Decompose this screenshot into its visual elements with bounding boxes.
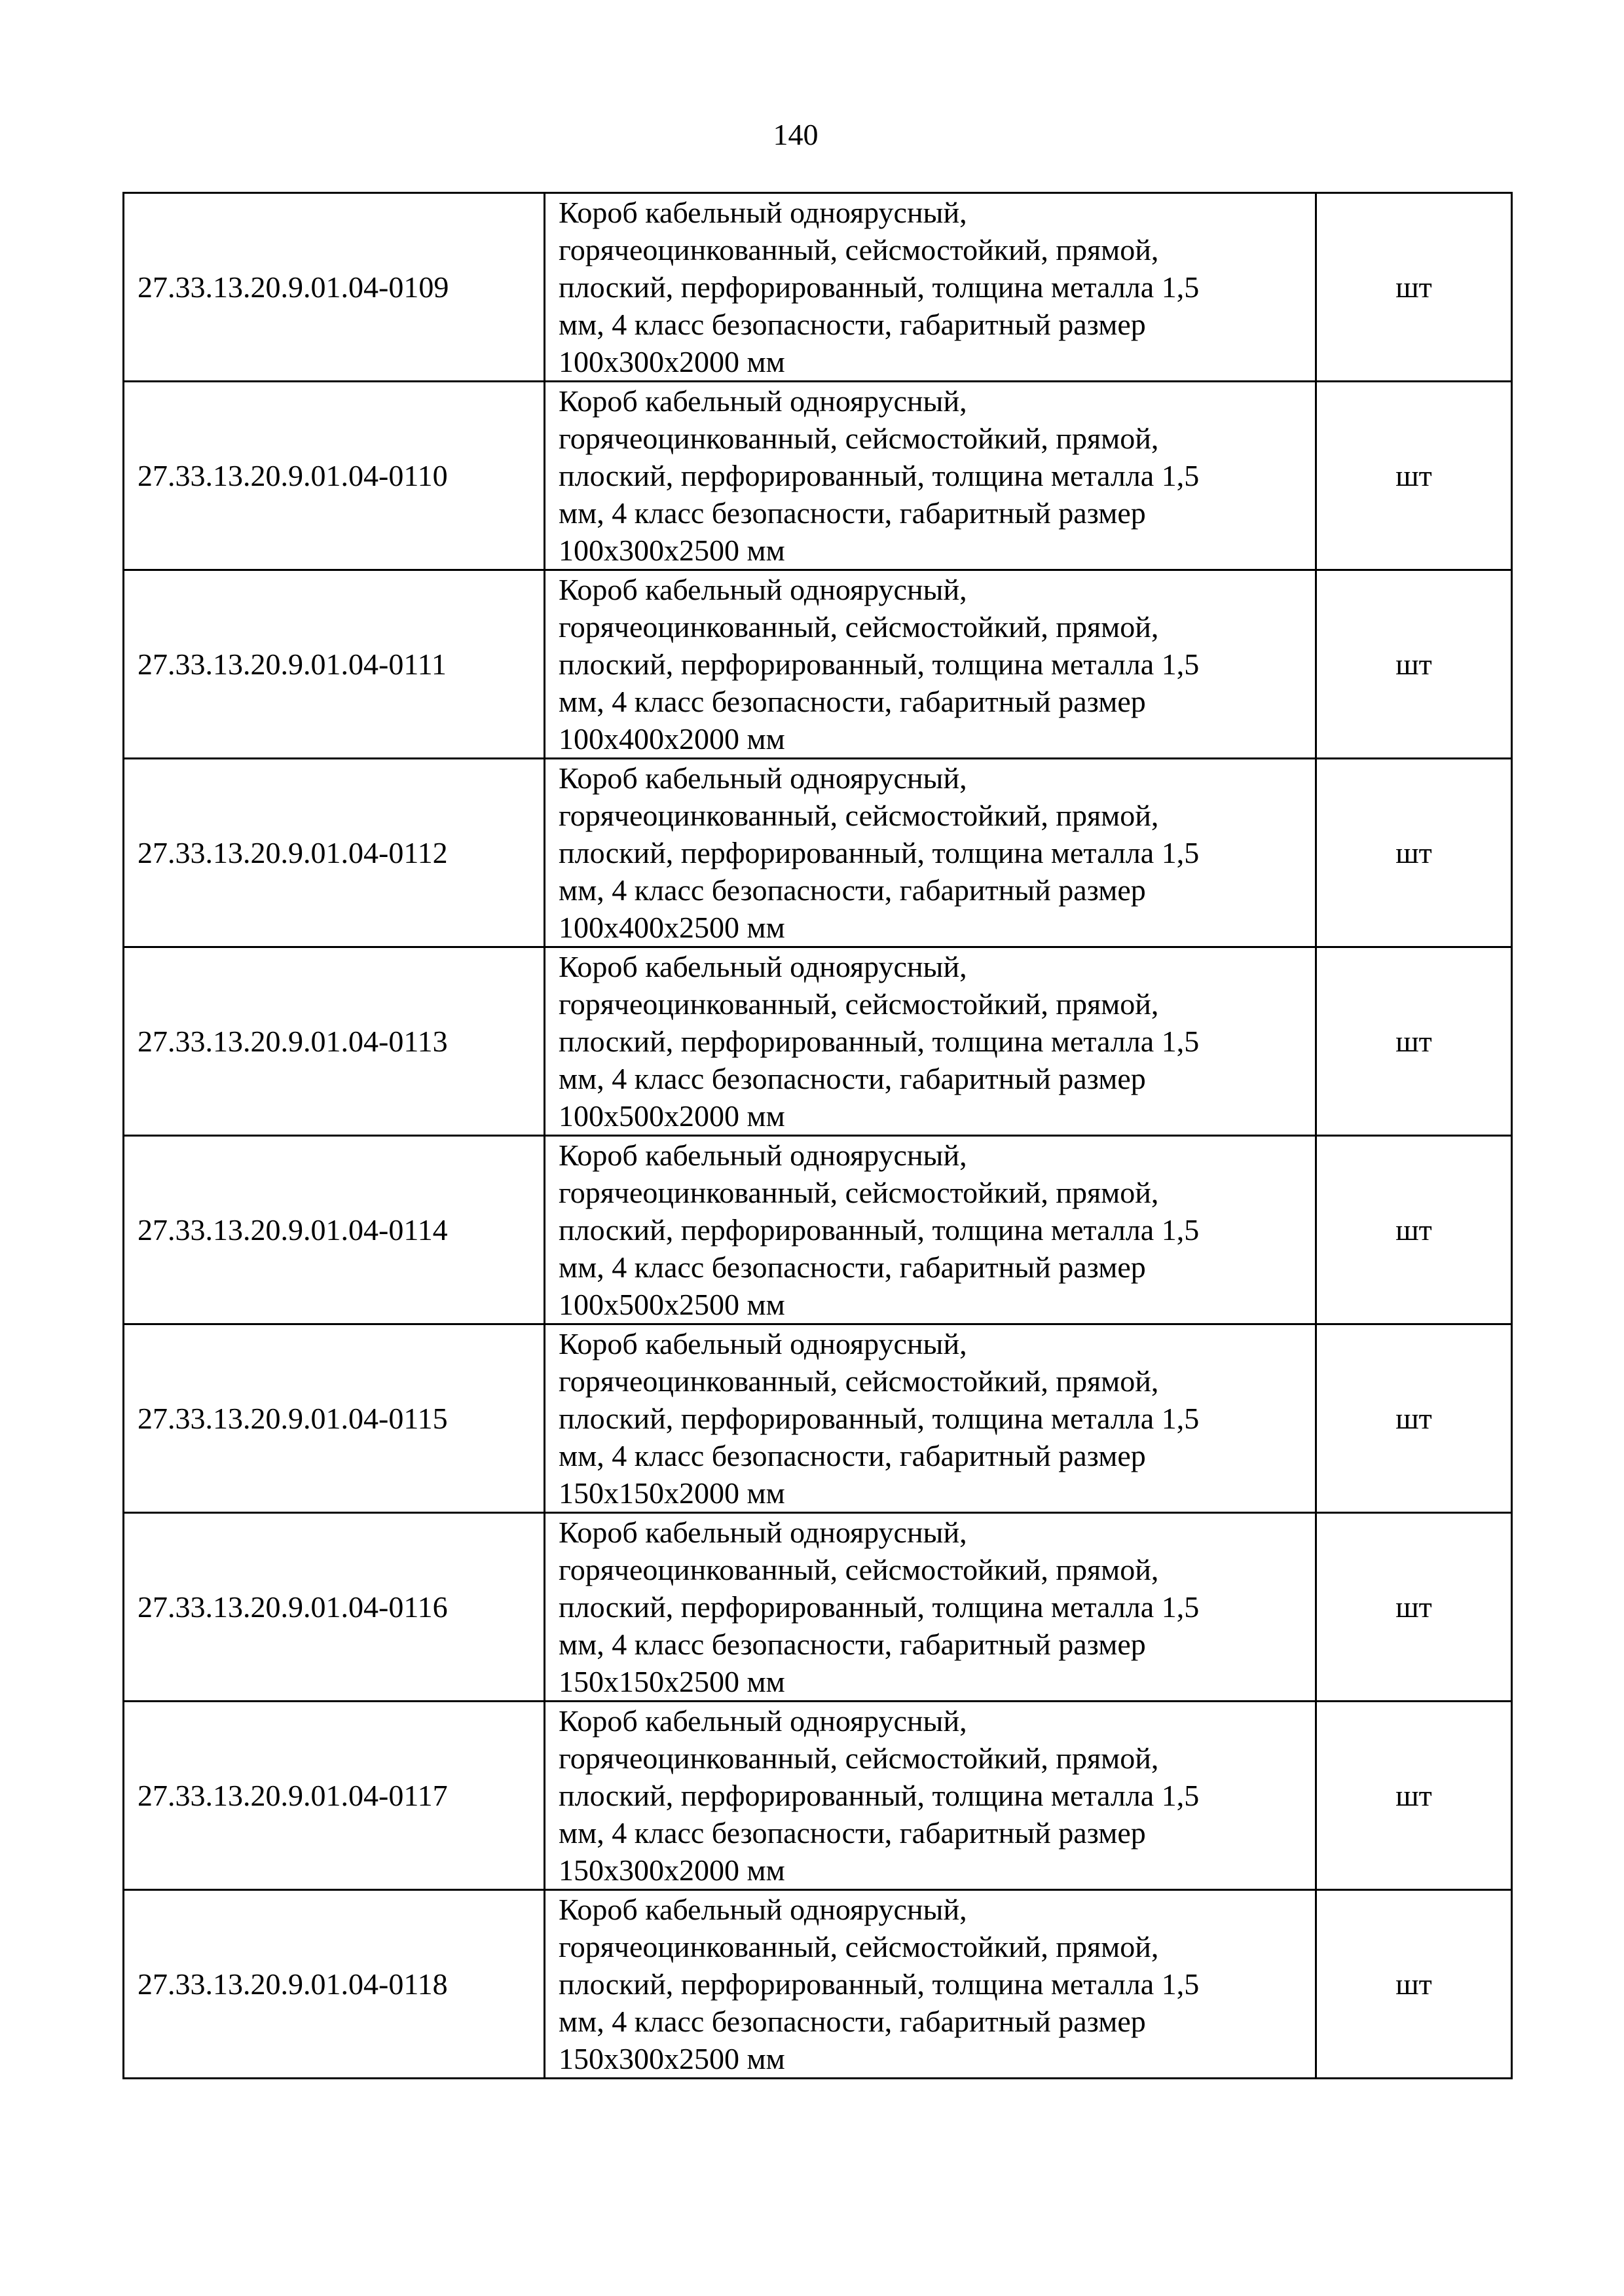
- table-row: [124, 1513, 1512, 1702]
- description-line: Короб кабельный одноярусный,: [559, 196, 967, 229]
- description-line: 100х400х2000 мм: [559, 722, 785, 756]
- description-line: мм, 4 класс безопасности, габаритный размер: [559, 1628, 1146, 1661]
- description-line: Короб кабельный одноярусный,: [559, 950, 967, 983]
- resource-description-cell: [545, 570, 1316, 759]
- table-row: [124, 1136, 1512, 1324]
- unit-cell: шт: [1316, 1136, 1512, 1324]
- description-line: плоский, перфорированный, толщина металла 1,5: [559, 270, 1200, 304]
- unit-cell: шт: [1316, 193, 1512, 382]
- unit-cell: шт: [1316, 759, 1512, 947]
- description-line: плоский, перфорированный, толщина металла 1,5: [559, 1213, 1200, 1247]
- unit-cell: шт: [1316, 1702, 1512, 1890]
- resource-description-cell: [545, 1513, 1316, 1702]
- description-line: Короб кабельный одноярусный,: [559, 1893, 967, 1926]
- description-line: горячеоцинкованный, сейсмостойкий, прямой,: [559, 1553, 1159, 1586]
- resource-code-cell: 27.33.13.20.9.01.04-0114: [124, 1136, 545, 1324]
- description-line: горячеоцинкованный, сейсмостойкий, прямой,: [559, 1176, 1159, 1209]
- page-number: 140: [773, 118, 819, 151]
- description-line: плоский, перфорированный, толщина металла 1,5: [559, 836, 1200, 869]
- description-line: плоский, перфорированный, толщина металла 1,5: [559, 459, 1200, 492]
- description-line: мм, 4 класс безопасности, габаритный размер: [559, 1250, 1146, 1284]
- description-line: 100х300х2500 мм: [559, 534, 785, 567]
- description-line: Короб кабельный одноярусный,: [559, 1327, 967, 1360]
- description-line: 100х400х2500 мм: [559, 911, 785, 944]
- resource-code-cell: 27.33.13.20.9.01.04-0116: [124, 1513, 545, 1702]
- table-row: [124, 382, 1512, 570]
- resource-description-cell: [545, 759, 1316, 947]
- table-row: [124, 570, 1512, 759]
- description-line: мм, 4 класс безопасности, габаритный размер: [559, 1439, 1146, 1472]
- table-row: [124, 947, 1512, 1136]
- resource-description-cell: [545, 1136, 1316, 1324]
- table-row: [124, 1324, 1512, 1513]
- unit-cell: шт: [1316, 947, 1512, 1136]
- description-line: горячеоцинкованный, сейсмостойкий, прямой,: [559, 1741, 1159, 1775]
- unit-cell: шт: [1316, 570, 1512, 759]
- description-line: плоский, перфорированный, толщина металла 1,5: [559, 1025, 1200, 1058]
- description-line: плоский, перфорированный, толщина металла 1,5: [559, 1779, 1200, 1812]
- unit-cell: шт: [1316, 1324, 1512, 1513]
- description-line: плоский, перфорированный, толщина металла 1,5: [559, 1967, 1200, 2001]
- description-line: мм, 4 класс безопасности, габаритный размер: [559, 1816, 1146, 1850]
- resource-code-cell: 27.33.13.20.9.01.04-0113: [124, 947, 545, 1136]
- description-line: мм, 4 класс безопасности, габаритный размер: [559, 2005, 1146, 2038]
- description-line: 100х500х2000 мм: [559, 1099, 785, 1133]
- description-line: мм, 4 класс безопасности, габаритный размер: [559, 496, 1146, 530]
- description-line: мм, 4 класс безопасности, габаритный размер: [559, 308, 1146, 341]
- catalog-table-body: [124, 193, 1512, 2079]
- description-line: 150х300х2500 мм: [559, 2042, 785, 2075]
- resource-code-cell: 27.33.13.20.9.01.04-0118: [124, 1890, 545, 2079]
- description-line: Короб кабельный одноярусный,: [559, 384, 967, 418]
- description-line: горячеоцинкованный, сейсмостойкий, прямой,: [559, 987, 1159, 1021]
- description-line: 100х300х2000 мм: [559, 345, 785, 378]
- description-line: мм, 4 класс безопасности, габаритный размер: [559, 873, 1146, 907]
- description-line: плоский, перфорированный, толщина металла 1,5: [559, 1590, 1200, 1624]
- table-row: [124, 1890, 1512, 2079]
- unit-cell: шт: [1316, 1890, 1512, 2079]
- resource-code-cell: 27.33.13.20.9.01.04-0115: [124, 1324, 545, 1513]
- resource-description-cell: [545, 193, 1316, 382]
- table-row: [124, 1702, 1512, 1890]
- description-line: плоский, перфорированный, толщина металла 1,5: [559, 1402, 1200, 1435]
- description-line: 150х300х2000 мм: [559, 1853, 785, 1887]
- resource-description-cell: [545, 947, 1316, 1136]
- description-line: горячеоцинкованный, сейсмостойкий, прямой,: [559, 1364, 1159, 1398]
- description-line: горячеоцинкованный, сейсмостойкий, прямой,: [559, 1930, 1159, 1963]
- description-line: горячеоцинкованный, сейсмостойкий, прямой,: [559, 422, 1159, 455]
- resource-description-cell: [545, 382, 1316, 570]
- unit-cell: шт: [1316, 1513, 1512, 1702]
- description-line: Короб кабельный одноярусный,: [559, 1704, 967, 1738]
- resource-code-cell: 27.33.13.20.9.01.04-0112: [124, 759, 545, 947]
- resource-description-cell: [545, 1324, 1316, 1513]
- table-row: [124, 759, 1512, 947]
- catalog-table: [122, 192, 1513, 2079]
- table-row: [124, 193, 1512, 382]
- description-line: 100х500х2500 мм: [559, 1288, 785, 1321]
- description-line: горячеоцинкованный, сейсмостойкий, прямой,: [559, 233, 1159, 266]
- resource-description-cell: [545, 1890, 1316, 2079]
- description-line: мм, 4 класс безопасности, габаритный размер: [559, 1062, 1146, 1095]
- resource-code-cell: 27.33.13.20.9.01.04-0109: [124, 193, 545, 382]
- resource-code-cell: 27.33.13.20.9.01.04-0110: [124, 382, 545, 570]
- description-line: мм, 4 класс безопасности, габаритный размер: [559, 685, 1146, 718]
- description-line: Короб кабельный одноярусный,: [559, 761, 967, 795]
- description-line: 150х150х2000 мм: [559, 1476, 785, 1510]
- resource-code-cell: 27.33.13.20.9.01.04-0117: [124, 1702, 545, 1890]
- resource-code-cell: 27.33.13.20.9.01.04-0111: [124, 570, 545, 759]
- resource-description-cell: [545, 1702, 1316, 1890]
- unit-cell: шт: [1316, 382, 1512, 570]
- description-line: Короб кабельный одноярусный,: [559, 1139, 967, 1172]
- description-line: горячеоцинкованный, сейсмостойкий, прямой,: [559, 610, 1159, 644]
- description-line: Короб кабельный одноярусный,: [559, 1516, 967, 1549]
- description-line: горячеоцинкованный, сейсмостойкий, прямой,: [559, 799, 1159, 832]
- description-line: 150х150х2500 мм: [559, 1665, 785, 1698]
- description-line: плоский, перфорированный, толщина металла 1,5: [559, 647, 1200, 681]
- description-line: Короб кабельный одноярусный,: [559, 573, 967, 606]
